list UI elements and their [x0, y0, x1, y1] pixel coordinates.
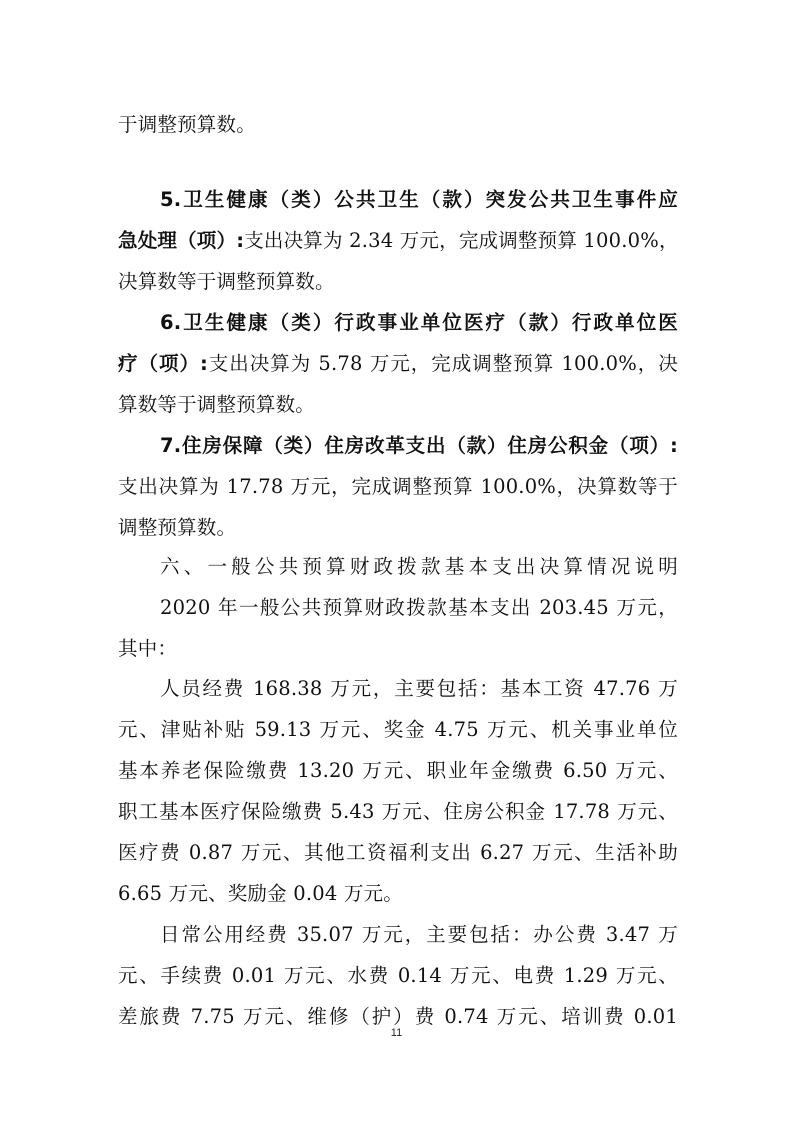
text-line: 算数等于调整预算数。 — [118, 393, 316, 416]
page-number: 11 — [390, 1027, 403, 1039]
text-line: 2020 年一般公共预算财政拨款基本支出 203.45 万元， — [160, 596, 678, 619]
section-heading: 5.卫生健康（类）公共卫生（款）突发公共卫生事件应 — [160, 188, 678, 211]
text-line: 支出决算为 17.78 万元，完成调整预算 100.0%，决算数等于 — [118, 475, 678, 498]
text-line: 人员经费 168.38 万元，主要包括：基本工资 47.76 万 — [160, 677, 678, 700]
text-line: 差旅费 7.75 万元、维修（护）费 0.74 万元、培训费 0.01 — [118, 1005, 678, 1028]
text-line: 决算数等于调整预算数。 — [118, 270, 335, 293]
body-text: 支出决算为 2.34 万元，完成调整预算 100.0%， — [244, 229, 679, 252]
text-line: 元、手续费 0.01 万元、水费 0.14 万元、电费 1.29 万元、 — [118, 964, 678, 987]
body-text: 支出决算为 5.78 万元，完成调整预算 100.0%，决 — [207, 352, 678, 375]
text-line: 其中： — [118, 637, 178, 660]
text-line: 日常公用经费 35.07 万元，主要包括：办公费 3.47 万 — [160, 923, 678, 946]
section-heading: 急处理（项）: — [118, 229, 245, 252]
text-line — [118, 226, 678, 256]
section-title: 六、一般公共预算财政拨款基本支出决算情况说明 — [160, 555, 678, 578]
section-heading: 疗（项）: — [118, 352, 208, 375]
section-heading: 6.卫生健康（类）行政事业单位医疗（款）行政单位医 — [160, 311, 678, 334]
text-line: 医疗费 0.87 万元、其他工资福利支出 6.27 万元、生活补助 — [118, 841, 678, 864]
text-line: 元、津贴补贴 59.13 万元、奖金 4.75 万元、机关事业单位 — [118, 718, 678, 741]
text-line: 于调整预算数。 — [118, 113, 256, 136]
section-heading: 7.住房保障（类）住房改革支出（款）住房公积金（项）: — [160, 434, 678, 457]
text-line: 职工基本医疗保险缴费 5.43 万元、住房公积金 17.78 万元、 — [118, 800, 678, 823]
text-line: 基本养老保险缴费 13.20 万元、职业年金缴费 6.50 万元、 — [118, 759, 678, 782]
text-line: 6.65 万元、奖励金 0.04 万元。 — [118, 882, 403, 905]
text-line — [118, 349, 678, 379]
text-line: 调整预算数。 — [118, 516, 237, 539]
